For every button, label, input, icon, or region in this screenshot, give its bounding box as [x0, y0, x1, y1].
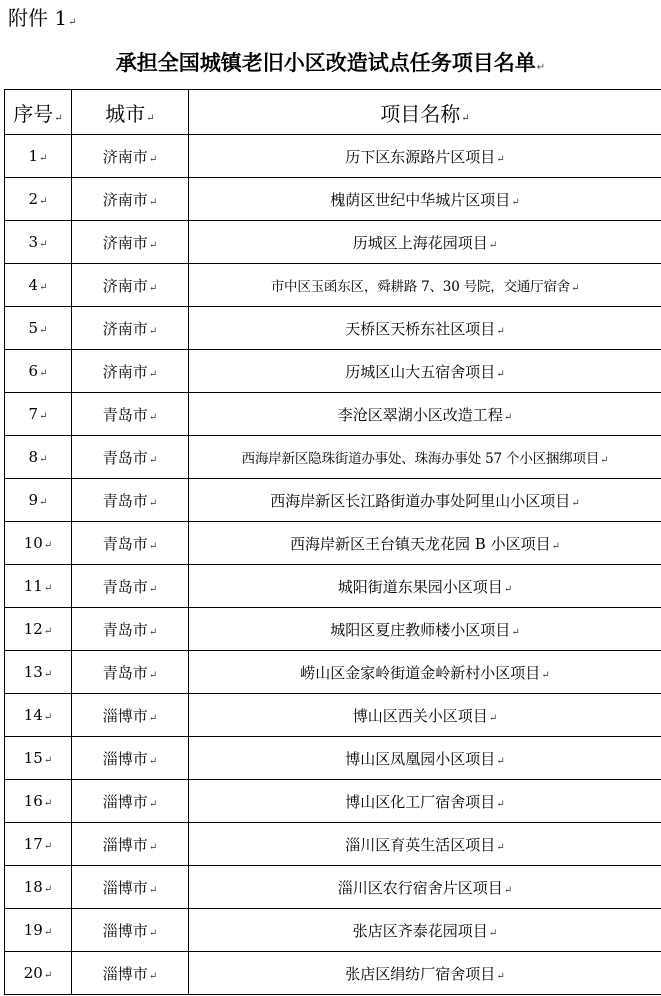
cell-project: 淄川区农行宿舍片区项目↵	[189, 866, 661, 909]
paragraph-mark-icon: ↵	[43, 540, 53, 551]
paragraph-mark-icon: ↵	[39, 325, 48, 336]
cell-seq: 10↵	[5, 522, 72, 565]
cell-project: 张店区齐泰花园项目↵	[189, 909, 661, 952]
cell-project: 市中区玉函东区，舜耕路 7、30 号院，交通厅宿舍↵	[189, 264, 661, 307]
column-header-city: 城市↵	[72, 90, 189, 135]
table-row	[5, 135, 661, 178]
cell-project: 天桥区天桥东社区项目↵	[189, 307, 661, 350]
cell-city: 淄博市↵	[72, 823, 189, 866]
paragraph-mark-icon: ↵	[148, 798, 158, 810]
cell-city: 济南市↵	[72, 350, 189, 393]
paragraph-mark-icon: ↵	[43, 755, 53, 766]
column-header-seq: 序号↵	[5, 90, 72, 135]
table-row	[5, 393, 661, 436]
cell-project: 张店区绢纺厂宿舍项目↵	[189, 952, 661, 995]
paragraph-mark-icon: ↵	[461, 112, 470, 124]
paragraph-mark-icon: ↵	[39, 454, 48, 465]
paragraph-mark-icon: ↵	[571, 497, 580, 509]
cell-city: 淄博市↵	[72, 866, 189, 909]
paragraph-mark-icon: ↵	[148, 712, 158, 724]
cell-seq: 2↵	[5, 178, 72, 221]
table-row	[5, 694, 661, 737]
paragraph-mark-icon: ↵	[488, 239, 498, 251]
cell-seq: 11↵	[5, 565, 72, 608]
table-row	[5, 780, 661, 823]
paragraph-mark-icon: ↵	[488, 712, 498, 724]
paragraph-mark-icon: ↵	[39, 239, 48, 250]
paragraph-mark-icon: ↵	[146, 112, 155, 124]
table-row	[5, 178, 661, 221]
cell-seq: 13↵	[5, 651, 72, 694]
paragraph-mark-icon: ↵	[43, 712, 53, 723]
paragraph-mark-icon: ↵	[148, 841, 158, 853]
cell-city: 淄博市↵	[72, 909, 189, 952]
column-header-project: 项目名称↵	[189, 90, 661, 135]
cell-project: 博山区化工厂宿舍项目↵	[189, 780, 661, 823]
paragraph-mark-icon: ↵	[43, 583, 53, 594]
cell-city: 青岛市↵	[72, 522, 189, 565]
paragraph-mark-icon: ↵	[551, 540, 560, 552]
cell-project: 崂山区金家岭街道金岭新村小区项目↵	[189, 651, 661, 694]
paragraph-mark-icon: ↵	[39, 368, 48, 379]
paragraph-mark-icon: ↵	[43, 884, 53, 895]
table-row	[5, 608, 661, 651]
paragraph-mark-icon: ↵	[503, 583, 513, 595]
paragraph-mark-icon: ↵	[511, 196, 520, 208]
cell-city: 济南市↵	[72, 264, 189, 307]
paragraph-mark-icon: ↵	[503, 411, 513, 423]
paragraph-mark-icon: ↵	[148, 325, 158, 337]
paragraph-mark-icon: ↵	[148, 196, 158, 208]
cell-city: 济南市↵	[72, 178, 189, 221]
cell-seq: 16↵	[5, 780, 72, 823]
table-row	[5, 522, 661, 565]
cell-project: 历城区上海花园项目↵	[189, 221, 661, 264]
paragraph-mark-icon: ↵	[536, 62, 546, 73]
paragraph-mark-icon: ↵	[43, 927, 53, 938]
paragraph-mark-icon: ↵	[148, 626, 158, 638]
project-table	[4, 89, 661, 995]
paragraph-mark-icon: ↵	[148, 411, 158, 423]
table-row	[5, 823, 661, 866]
cell-project: 博山区西关小区项目↵	[189, 694, 661, 737]
cell-seq: 19↵	[5, 909, 72, 952]
cell-seq: 14↵	[5, 694, 72, 737]
cell-seq: 9↵	[5, 479, 72, 522]
paragraph-mark-icon: ↵	[148, 927, 158, 939]
paragraph-mark-icon: ↵	[43, 626, 53, 637]
cell-city: 济南市↵	[72, 221, 189, 264]
table-row	[5, 651, 661, 694]
table-row	[5, 479, 661, 522]
table-row	[5, 221, 661, 264]
paragraph-mark-icon: ↵	[488, 927, 498, 939]
table-row	[5, 350, 661, 393]
paragraph-mark-icon: ↵	[148, 282, 158, 294]
cell-seq: 12↵	[5, 608, 72, 651]
cell-city: 青岛市↵	[72, 393, 189, 436]
table-row	[5, 737, 661, 780]
cell-project: 西海岸新区王台镇天龙花园 B 小区项目↵	[189, 522, 661, 565]
attachment-label: 附件 1↵	[8, 6, 77, 30]
paragraph-mark-icon: ↵	[511, 626, 520, 638]
cell-city: 青岛市↵	[72, 479, 189, 522]
table-row	[5, 307, 661, 350]
paragraph-mark-icon: ↵	[496, 153, 505, 165]
paragraph-mark-icon: ↵	[43, 669, 53, 680]
cell-city: 青岛市↵	[72, 565, 189, 608]
paragraph-mark-icon: ↵	[496, 970, 505, 982]
cell-seq: 15↵	[5, 737, 72, 780]
table-row	[5, 909, 661, 952]
paragraph-mark-icon: ↵	[148, 669, 158, 681]
page-title: 承担全国城镇老旧小区改造试点任务项目名单↵	[115, 51, 546, 75]
paragraph-mark-icon: ↵	[148, 583, 158, 595]
cell-project: 西海岸新区长江路街道办事处阿里山小区项目↵	[189, 479, 661, 522]
cell-city: 济南市↵	[72, 307, 189, 350]
table-header-row	[5, 90, 661, 135]
paragraph-mark-icon: ↵	[148, 239, 158, 251]
paragraph-mark-icon: ↵	[148, 970, 158, 982]
paragraph-mark-icon: ↵	[148, 454, 158, 466]
cell-seq: 1↵	[5, 135, 72, 178]
cell-city: 淄博市↵	[72, 952, 189, 995]
paragraph-mark-icon: ↵	[39, 196, 48, 207]
cell-city: 济南市↵	[72, 135, 189, 178]
paragraph-mark-icon: ↵	[39, 411, 48, 422]
cell-city: 青岛市↵	[72, 651, 189, 694]
paragraph-mark-icon: ↵	[571, 283, 580, 294]
table-row	[5, 565, 661, 608]
cell-project: 李沧区翠湖小区改造工程↵	[189, 393, 661, 436]
paragraph-mark-icon: ↵	[68, 17, 77, 28]
paragraph-mark-icon: ↵	[148, 755, 158, 767]
paragraph-mark-icon: ↵	[148, 884, 158, 896]
paragraph-mark-icon: ↵	[496, 755, 505, 767]
table-row	[5, 436, 661, 479]
table-row	[5, 952, 661, 995]
cell-seq: 7↵	[5, 393, 72, 436]
cell-seq: 20↵	[5, 952, 72, 995]
paragraph-mark-icon: ↵	[600, 455, 609, 466]
cell-city: 淄博市↵	[72, 694, 189, 737]
paragraph-mark-icon: ↵	[541, 669, 550, 681]
paragraph-mark-icon: ↵	[496, 368, 505, 380]
cell-seq: 4↵	[5, 264, 72, 307]
table-row	[5, 264, 661, 307]
paragraph-mark-icon: ↵	[39, 497, 48, 508]
cell-project: 城阳区夏庄教师楼小区项目↵	[189, 608, 661, 651]
cell-seq: 8↵	[5, 436, 72, 479]
cell-project: 历下区东源路片区项目↵	[189, 135, 661, 178]
cell-city: 青岛市↵	[72, 436, 189, 479]
cell-seq: 6↵	[5, 350, 72, 393]
cell-seq: 17↵	[5, 823, 72, 866]
cell-city: 淄博市↵	[72, 780, 189, 823]
table-row	[5, 866, 661, 909]
paragraph-mark-icon: ↵	[148, 497, 158, 509]
paragraph-mark-icon: ↵	[148, 540, 158, 552]
cell-seq: 3↵	[5, 221, 72, 264]
table-body	[5, 135, 661, 995]
paragraph-mark-icon: ↵	[43, 970, 53, 981]
cell-seq: 5↵	[5, 307, 72, 350]
paragraph-mark-icon: ↵	[39, 153, 48, 164]
paragraph-mark-icon: ↵	[43, 798, 53, 809]
cell-city: 青岛市↵	[72, 608, 189, 651]
paragraph-mark-icon: ↵	[148, 368, 158, 380]
paragraph-mark-icon: ↵	[148, 153, 158, 165]
cell-project: 槐荫区世纪中华城片区项目↵	[189, 178, 661, 221]
paragraph-mark-icon: ↵	[39, 282, 48, 293]
paragraph-mark-icon: ↵	[503, 884, 513, 896]
cell-project: 西海岸新区隐珠街道办事处、珠海办事处 57 个小区捆绑项目↵	[189, 436, 661, 479]
cell-project: 博山区凤凰园小区项目↵	[189, 737, 661, 780]
cell-project: 城阳街道东果园小区项目↵	[189, 565, 661, 608]
paragraph-mark-icon: ↵	[43, 841, 53, 852]
cell-seq: 18↵	[5, 866, 72, 909]
cell-city: 淄博市↵	[72, 737, 189, 780]
paragraph-mark-icon: ↵	[496, 798, 505, 810]
paragraph-mark-icon: ↵	[496, 841, 505, 853]
paragraph-mark-icon: ↵	[54, 112, 63, 124]
cell-project: 淄川区育英生活区项目↵	[189, 823, 661, 866]
cell-project: 历城区山大五宿舍项目↵	[189, 350, 661, 393]
paragraph-mark-icon: ↵	[496, 325, 505, 337]
